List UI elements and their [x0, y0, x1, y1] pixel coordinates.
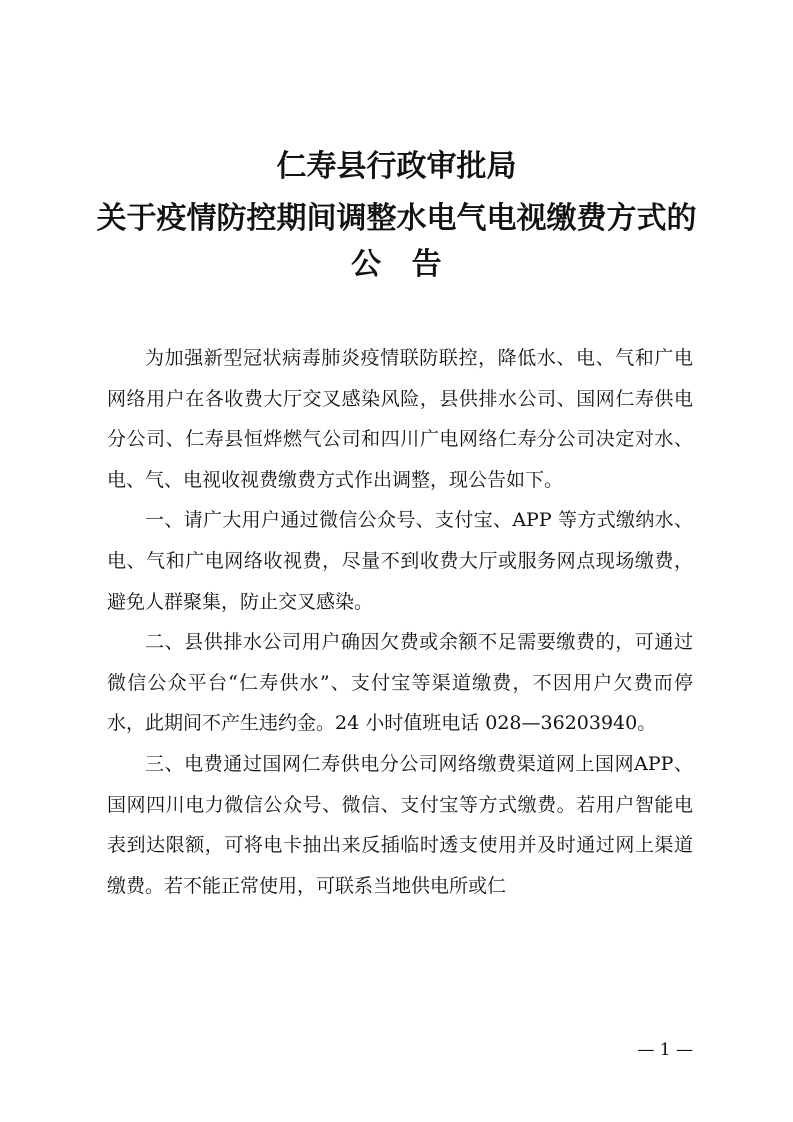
- paragraph-item-3: 三、电费通过国网仁寿供电分公司网络缴费渠道网上国网APP、国网四川电力微信公众号、微信、支付宝等方式缴费。若用户智能电表到达限额，可将电卡抽出来反插临时透支使用并及时通过网上渠道缴费。若不能正常使用，可联系当地供电所或仁: [107, 752, 693, 897]
- document-title-line-2: 关于疫情防控期间调整水电气电视缴费方式的: [96, 201, 697, 236]
- page-number: — 1 —: [637, 1040, 693, 1060]
- paragraph-intro: 为加强新型冠状病毒肺炎疫情联防联控，降低水、电、气和广电网络用户在各收费大厅交叉感染风险，县供排水公司、国网仁寿供电分公司、仁寿县恒烨燃气公司和四川广电网络仁寿分公司决定对水、电、气、电视收视费缴费方式作出调整，现公告如下。: [107, 347, 693, 491]
- document-title-line-1: 仁寿县行政审批局: [276, 149, 517, 184]
- document-body: [107, 338, 693, 906]
- paragraph-item-1: 一、请广大用户通过微信公众号、支付宝、APP 等方式缴纳水、电、气和广电网络收视费，尽量不到收费大厅或服务网点现场缴费，避免人群聚集，防止交叉感染。: [107, 509, 693, 613]
- document-title-line-3: 公 告: [351, 247, 442, 282]
- paragraph-item-2: 二、县供排水公司用户确因欠费或余额不足需要缴费的，可通过微信公众平台“仁寿供水”、支付宝等渠道缴费，不因用户欠费而停水，此期间不产生违约金。24 小时值班电话 028—36203940。: [107, 631, 693, 735]
